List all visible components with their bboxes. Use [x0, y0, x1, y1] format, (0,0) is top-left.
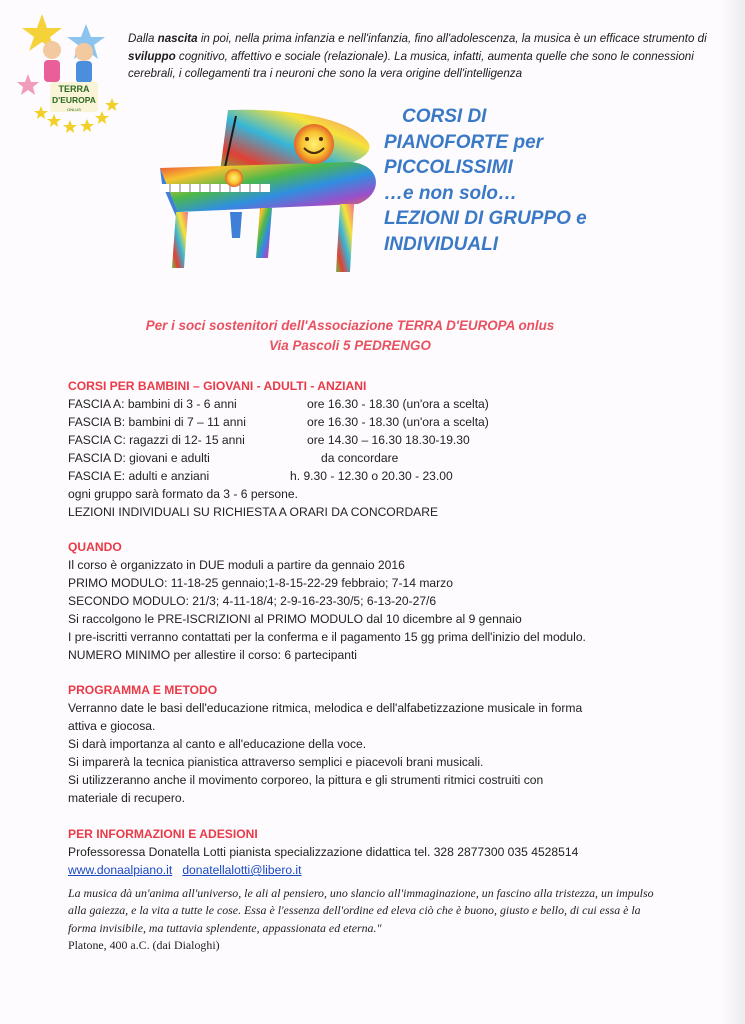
- quote-author: Platone, 400 a.C. (dai Dialoghi): [68, 938, 220, 953]
- program-line-3: Si darà importanza al canto e all'educazione della voce.: [68, 737, 367, 751]
- when-line-6: NUMERO MINIMO per allestire il corso: 6 partecipanti: [68, 648, 357, 662]
- title-line-6: INDIVIDUALI: [384, 233, 498, 255]
- piano-leg-middle: [256, 208, 272, 258]
- course-row-e: [68, 467, 668, 485]
- course-title: [384, 104, 724, 257]
- course-row-a: [68, 395, 668, 413]
- logo-star-pink: [17, 74, 39, 95]
- course-schedule-d: da concordare: [321, 451, 399, 465]
- intro-paragraph: [128, 30, 718, 83]
- when-line-4: Si raccolgono le PRE-ISCRIZIONI al PRIMO MODULO dal 10 dicembre al 9 gennaio: [68, 612, 522, 626]
- quote-text: La musica dà un'anima all'universo, le ali al pensiero, uno slancio all'immaginazione, un fascino alla tristezza, un impulso alla gaiezza, e la vita a tutte le cose. Essa è l'essenza dell'ordine ed eleva ciò che è buono, giusto e bello, di cui essa è la forma invisibile, ma tuttavia splendente, appassionata ed eterna.": [68, 886, 654, 935]
- course-label-d: FASCIA D: giovani e adulti: [68, 451, 210, 465]
- when-section: [68, 538, 708, 664]
- course-label-a: FASCIA A: bambini di 3 - 6 anni: [68, 397, 237, 411]
- title-line-3: PICCOLISSIMI: [384, 157, 513, 178]
- piano-leg-left: [172, 212, 188, 268]
- program-line-5: Si utilizzeranno anche il movimento corporeo, la pittura e gli strumenti ritmici costruiti con: [68, 773, 544, 787]
- course-schedule-a: ore 16.30 - 18.30 (un'ora a scelta): [307, 397, 489, 411]
- course-schedule-e: h. 9.30 - 12.30 o 20.30 - 23.00: [290, 469, 453, 483]
- program-line-1: Verranno date le basi dell'educazione ritmica, melodica e dell'alfabetizzazione musicale in forma: [68, 701, 583, 715]
- courses-individual-note: LEZIONI INDIVIDUALI SU RICHIESTA A ORARI DA CONCORDARE: [68, 505, 439, 519]
- program-section: [68, 681, 708, 807]
- intro-text-3: cognitivo, affettivo e sociale (relazionale). La musica, infatti, aumenta quelle che sono le connessioni cerebrali, i collegamenti tra i neuroni che sono la vera origine dell'intelligenza: [128, 49, 694, 80]
- course-label-b: FASCIA B: bambini di 7 – 11 anni: [68, 415, 246, 429]
- intro-text-2: in poi, nella prima infanzia e nell'infanzia, fino all'adolescenza, la musica è un efficace strumento di: [197, 32, 707, 45]
- courses-section: [68, 377, 668, 521]
- courses-heading: CORSI PER BAMBINI – GIOVANI - ADULTI - ANZIANI: [68, 379, 367, 393]
- logo-text-onlus: ONLUS: [67, 107, 81, 112]
- page-edge: [721, 0, 745, 1024]
- course-label-c: FASCIA C: ragazzi di 12- 15 anni: [68, 433, 245, 447]
- sun-face-large: [294, 124, 334, 164]
- program-line-4: Si imparerà la tecnica pianistica attraverso semplici e piacevoli brani musicali.: [68, 755, 484, 769]
- email-link[interactable]: donatellalotti@libero.it: [182, 863, 302, 877]
- title-line-1: CORSI DI: [402, 106, 487, 127]
- info-contact: Professoressa Donatella Lotti pianista specializzazione didattica tel. 328 2877300 035 4528514: [68, 845, 579, 859]
- program-line-2: attiva e giocosa.: [68, 719, 156, 733]
- info-links: [68, 861, 708, 879]
- logo-text-deuropa: D'EUROPA: [52, 95, 96, 105]
- logo-text-terra: TERRA: [58, 84, 90, 94]
- title-line-4: …e non solo…: [384, 182, 517, 204]
- when-line-5: I pre-iscritti verranno contattati per la conferma e il pagamento 15 gg prima dell'inizio del modulo.: [68, 630, 586, 644]
- association-line-1: Per i soci sostenitori dell'Associazione TERRA D'EUROPA onlus: [145, 318, 555, 333]
- when-line-1: Il corso è organizzato in DUE moduli a partire da gennaio 2016: [68, 558, 405, 572]
- intro-text-1: Dalla: [128, 32, 158, 45]
- website-link[interactable]: www.donaalpiano.it: [68, 863, 173, 877]
- when-line-3: SECONDO MODULO: 21/3; 4-11-18/4; 2-9-16-23-30/5; 6-13-20-27/6: [68, 594, 437, 608]
- piano-keys: [160, 184, 270, 192]
- sun-face-small: [225, 169, 243, 187]
- program-line-6: materiale di recupero.: [68, 791, 185, 805]
- terra-deuropa-logo: [14, 10, 126, 140]
- info-heading: PER INFORMAZIONI E ADESIONI: [68, 827, 258, 841]
- tie-dye-piano-illustration: [150, 108, 385, 278]
- course-row-d: [68, 449, 668, 467]
- when-heading: QUANDO: [68, 540, 122, 554]
- piano-leg-right: [336, 204, 354, 272]
- plato-quote: [68, 885, 668, 955]
- course-row-c: [68, 431, 668, 449]
- piano-pedal: [230, 212, 242, 238]
- title-line-5: LEZIONI DI GRUPPO e: [384, 208, 587, 229]
- info-section: [68, 825, 708, 879]
- course-schedule-c: ore 14.30 – 16.30 18.30-19.30: [307, 433, 470, 447]
- program-heading: PROGRAMMA E METODO: [68, 683, 218, 697]
- association-address: Via Pascoli 5 PEDRENGO: [269, 338, 431, 353]
- intro-bold-sviluppo: sviluppo: [128, 49, 176, 63]
- course-schedule-b: ore 16.30 - 18.30 (un'ora a scelta): [307, 415, 489, 429]
- course-row-b: [68, 413, 668, 431]
- when-line-2: PRIMO MODULO: 11-18-25 gennaio;1-8-15-22-29 febbraio; 7-14 marzo: [68, 576, 453, 590]
- course-label-e: FASCIA E: adulti e anziani: [68, 469, 210, 483]
- title-line-2: PIANOFORTE per: [384, 131, 544, 153]
- courses-group-size-note: ogni gruppo sarà formato da 3 - 6 persone.: [68, 487, 298, 501]
- intro-bold-nascita: nascita: [157, 32, 198, 45]
